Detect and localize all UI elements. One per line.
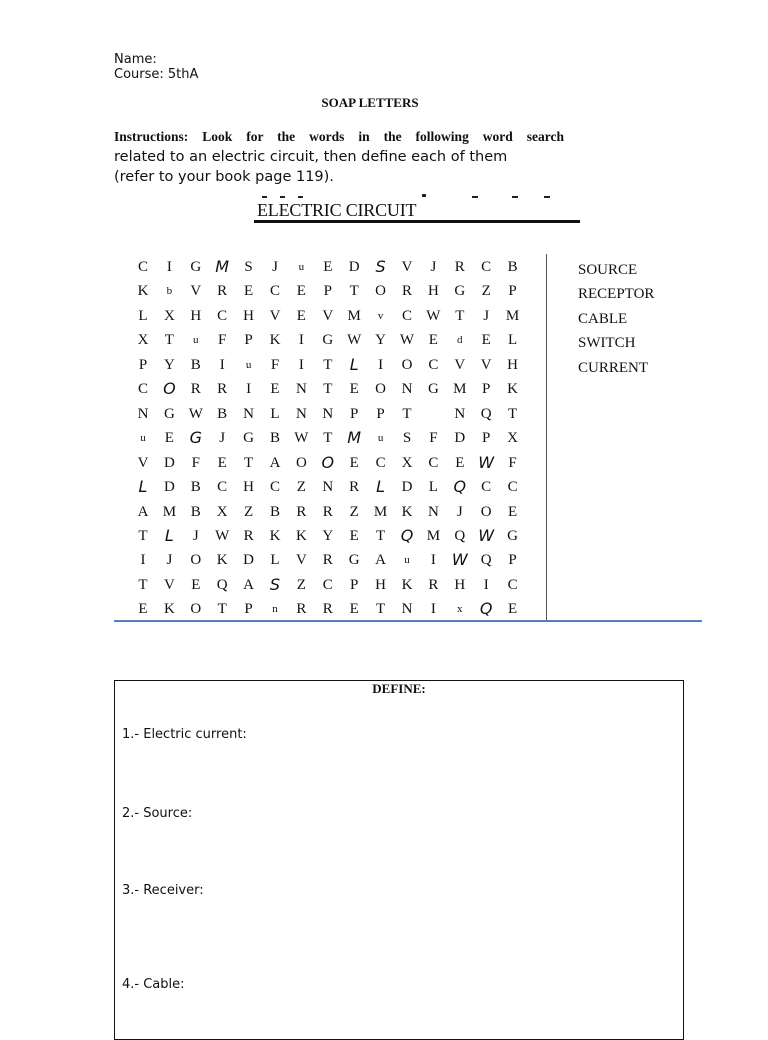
grid-letter: D bbox=[401, 479, 413, 496]
grid-letter: W bbox=[399, 332, 415, 349]
grid-letter: u bbox=[298, 261, 305, 273]
grid-letter: R bbox=[217, 283, 228, 300]
page-title: SOAP LETTERS bbox=[321, 95, 419, 110]
grid-letter: R bbox=[401, 283, 412, 300]
grid-letter: P bbox=[244, 332, 253, 349]
grid-letter: R bbox=[296, 601, 307, 618]
grid-row bbox=[137, 429, 527, 453]
instructions-line-2: related to an electric circuit, then define each of them bbox=[114, 149, 508, 165]
grid-letter: D bbox=[163, 454, 175, 471]
grid-letter: C bbox=[217, 307, 228, 324]
grid-letter: K bbox=[269, 527, 281, 544]
grid-letter: T bbox=[323, 356, 333, 373]
grid-letter: C bbox=[375, 454, 386, 471]
grid-letter: E bbox=[270, 381, 280, 398]
grid-letter: K bbox=[401, 503, 413, 520]
grid-letter: E bbox=[244, 283, 254, 300]
word-list-item: CURRENT bbox=[578, 359, 649, 376]
grid-letter: M bbox=[426, 527, 441, 544]
grid-letter: W bbox=[451, 550, 468, 570]
grid-letter: T bbox=[323, 430, 333, 447]
grid-letter: O bbox=[163, 379, 176, 399]
grid-letter: I bbox=[430, 552, 436, 569]
grid-letter: H bbox=[243, 307, 255, 324]
grid-divider bbox=[546, 254, 547, 620]
grid-letter: N bbox=[295, 405, 307, 422]
grid-letter: L bbox=[138, 477, 148, 497]
grid-letter: H bbox=[454, 576, 466, 593]
grid-letter: W bbox=[188, 405, 203, 422]
grid-letter: V bbox=[295, 552, 307, 569]
grid-letter: N bbox=[401, 381, 413, 398]
grid-letter: G bbox=[322, 332, 334, 349]
grid-letter: H bbox=[507, 356, 519, 373]
grid-letter: O bbox=[401, 356, 413, 373]
grid-letter: J bbox=[483, 307, 490, 324]
word-search-title: ELECTRIC CIRCUIT bbox=[257, 200, 417, 220]
grid-letter: T bbox=[376, 527, 386, 544]
grid-letter: C bbox=[401, 307, 412, 324]
grid-letter: Z bbox=[296, 576, 306, 593]
grid-letter: B bbox=[190, 479, 201, 496]
grid-letter: G bbox=[348, 552, 360, 569]
grid-letter: I bbox=[298, 332, 304, 349]
grid-letter: C bbox=[507, 479, 518, 496]
grid-letter: C bbox=[269, 479, 280, 496]
grid-letter: B bbox=[269, 430, 280, 447]
grid-letter: A bbox=[269, 454, 281, 471]
grid-letter: I bbox=[483, 576, 489, 593]
grid-letter: J bbox=[166, 552, 173, 569]
grid-letter: I bbox=[246, 381, 252, 398]
grid-letter: H bbox=[427, 283, 439, 300]
grid-letter: T bbox=[138, 527, 148, 544]
question-receiver: 3.- Receiver: bbox=[122, 883, 204, 898]
grid-letter: T bbox=[508, 405, 518, 422]
grid-letter: W bbox=[478, 525, 495, 545]
grid-letter: V bbox=[137, 454, 149, 471]
grid-letter: E bbox=[455, 454, 465, 471]
grid-letter: E bbox=[508, 601, 518, 618]
define-box bbox=[114, 680, 684, 1040]
grid-letter: T bbox=[402, 405, 412, 422]
grid-letter: E bbox=[323, 259, 333, 275]
grid-letter: R bbox=[243, 527, 254, 544]
grid-letter: Q bbox=[400, 525, 414, 545]
grid-letter: V bbox=[454, 356, 466, 373]
grid-letter: R bbox=[454, 259, 465, 275]
grid-letter: J bbox=[192, 527, 199, 544]
grid-letter: E bbox=[481, 332, 491, 349]
grid-letter: C bbox=[269, 283, 280, 300]
grid-letter: R bbox=[296, 503, 307, 520]
grid-letter: R bbox=[322, 503, 333, 520]
grid-letter: M bbox=[215, 257, 230, 276]
grid-letter: L bbox=[508, 332, 518, 349]
grid-letter: S bbox=[402, 430, 412, 447]
grid-letter: Q bbox=[480, 552, 492, 569]
grid-letter: Q bbox=[453, 477, 467, 497]
grid-letter: R bbox=[428, 576, 439, 593]
grid-letter: B bbox=[217, 405, 228, 422]
word-list-item: SWITCH bbox=[578, 335, 636, 352]
grid-letter: S bbox=[375, 257, 386, 276]
grid-letter: C bbox=[428, 356, 439, 373]
grid-letter: T bbox=[244, 454, 254, 471]
grid-letter: n bbox=[272, 603, 278, 616]
grid-letter: d bbox=[457, 334, 463, 347]
grid-letter: H bbox=[190, 307, 202, 324]
grid-letter: u bbox=[404, 554, 410, 567]
grid-letter: G bbox=[163, 405, 175, 422]
grid-letter: R bbox=[190, 381, 201, 398]
grid-letter: T bbox=[376, 601, 386, 618]
grid-letter: B bbox=[190, 503, 201, 520]
grid-letter: R bbox=[349, 479, 360, 496]
grid-letter: b bbox=[166, 285, 173, 298]
grid-letter: N bbox=[454, 405, 466, 422]
grid-letter: E bbox=[138, 601, 148, 618]
grid-letter: Z bbox=[349, 503, 359, 520]
grid-letter: O bbox=[480, 503, 492, 520]
grid-letter: I bbox=[219, 356, 225, 373]
word-list-item: CABLE bbox=[578, 310, 628, 327]
grid-letter: L bbox=[164, 525, 174, 545]
grid-letter: N bbox=[295, 381, 307, 398]
grid-letter: I bbox=[378, 356, 384, 373]
grid-letter: C bbox=[481, 479, 492, 496]
grid-letter: P bbox=[482, 430, 491, 447]
grid-letter: C bbox=[217, 479, 228, 496]
grid-letter: C bbox=[137, 259, 148, 275]
grid-letter: H bbox=[243, 479, 255, 496]
grid-letter: C bbox=[137, 381, 148, 398]
grid-letter: M bbox=[162, 503, 177, 520]
grid-letter: D bbox=[454, 430, 466, 447]
grid-letter: v bbox=[377, 309, 384, 322]
section-divider bbox=[114, 620, 702, 622]
grid-letter: S bbox=[244, 259, 253, 275]
grid-letter: x bbox=[457, 603, 463, 616]
grid-letter: E bbox=[349, 527, 359, 544]
grid-letter: E bbox=[296, 283, 306, 300]
grid-letter: E bbox=[164, 430, 174, 447]
grid-letter: I bbox=[430, 601, 436, 618]
grid-letter: Q bbox=[479, 599, 493, 619]
grid-letter: L bbox=[138, 307, 148, 324]
grid-letter: G bbox=[243, 430, 255, 447]
grid-letter: E bbox=[191, 576, 201, 593]
grid-row bbox=[137, 331, 527, 355]
grid-letter: C bbox=[507, 576, 518, 593]
grid-letter: F bbox=[218, 332, 227, 349]
grid-letter: J bbox=[219, 430, 226, 447]
grid-letter: A bbox=[375, 552, 387, 569]
grid-letter: C bbox=[322, 576, 333, 593]
grid-letter: D bbox=[163, 479, 175, 496]
grid-letter: N bbox=[427, 503, 439, 520]
grid-letter: K bbox=[401, 576, 413, 593]
grid-letter: L bbox=[376, 477, 386, 497]
grid-letter: M bbox=[347, 307, 361, 324]
grid-letter: G bbox=[190, 259, 202, 275]
grid-letter: G bbox=[427, 381, 439, 398]
word-list bbox=[578, 258, 654, 380]
grid-letter: B bbox=[269, 503, 280, 520]
grid-letter: E bbox=[217, 454, 227, 471]
grid-letter: P bbox=[508, 552, 517, 569]
grid-letter: G bbox=[507, 527, 519, 544]
grid-letter: Z bbox=[481, 283, 491, 300]
grid-letter: R bbox=[322, 552, 333, 569]
grid-letter: P bbox=[482, 381, 491, 398]
grid-row bbox=[137, 258, 527, 282]
grid-letter: E bbox=[349, 454, 359, 471]
grid-letter: R bbox=[217, 381, 228, 398]
grid-row bbox=[137, 356, 527, 380]
grid-letter: I bbox=[298, 356, 304, 373]
grid-letter: J bbox=[430, 259, 437, 275]
grid-letter: F bbox=[429, 430, 438, 447]
grid-letter: E bbox=[349, 601, 359, 618]
grid-letter: E bbox=[428, 332, 438, 349]
grid-letter: Z bbox=[296, 479, 306, 496]
grid-letter: T bbox=[138, 576, 148, 593]
grid-letter: L bbox=[270, 405, 280, 422]
grid-letter: K bbox=[137, 283, 149, 300]
grid-letter: O bbox=[190, 552, 202, 569]
word-list-item: RECEPTOR bbox=[578, 286, 655, 303]
grid-letter: K bbox=[269, 332, 281, 349]
grid-letter: P bbox=[350, 576, 359, 593]
grid-letter: N bbox=[322, 479, 334, 496]
grid-letter: O bbox=[295, 454, 307, 471]
grid-letter: W bbox=[347, 332, 362, 349]
grid-letter: P bbox=[323, 283, 332, 300]
grid-row bbox=[137, 307, 527, 331]
grid-letter: F bbox=[191, 454, 200, 471]
grid-letter: T bbox=[349, 283, 359, 300]
grid-letter: N bbox=[243, 405, 255, 422]
grid-row bbox=[137, 405, 527, 429]
grid-letter: V bbox=[480, 356, 492, 373]
grid-letter: A bbox=[243, 576, 255, 593]
grid-letter: T bbox=[323, 381, 333, 398]
grid-letter: L bbox=[349, 354, 359, 374]
grid-letter: L bbox=[428, 479, 438, 496]
grid-letter: K bbox=[507, 381, 519, 398]
grid-letter: H bbox=[375, 576, 387, 593]
grid-letter: G bbox=[454, 283, 466, 300]
grid-row bbox=[137, 527, 527, 551]
instructions bbox=[114, 127, 564, 187]
grid-letter: u bbox=[245, 358, 252, 371]
grid-letter: O bbox=[375, 283, 387, 300]
question-cable: 4.- Cable: bbox=[122, 977, 185, 992]
grid-letter: V bbox=[401, 259, 413, 275]
grid-letter: T bbox=[217, 601, 227, 618]
grid-letter: P bbox=[350, 405, 359, 422]
grid-letter: S bbox=[269, 574, 281, 594]
grid-row bbox=[137, 282, 527, 306]
grid-letter: F bbox=[270, 356, 280, 373]
grid-letter: F bbox=[508, 454, 517, 471]
grid-letter: Y bbox=[163, 356, 175, 373]
grid-letter: G bbox=[189, 428, 202, 448]
course-label: Course: 5thA bbox=[114, 67, 199, 82]
grid-letter: E bbox=[508, 503, 518, 520]
instructions-line-1: Instructions: Look for the words in the following word search bbox=[114, 129, 564, 144]
grid-letter: P bbox=[508, 283, 517, 300]
grid-letter: Z bbox=[244, 503, 254, 520]
grid-letter: A bbox=[137, 503, 149, 520]
grid-letter: J bbox=[272, 259, 278, 275]
grid-letter: V bbox=[163, 576, 175, 593]
grid-letter: W bbox=[215, 527, 230, 544]
grid-letter: B bbox=[190, 356, 201, 373]
grid-letter: Y bbox=[322, 527, 334, 544]
grid-letter: E bbox=[349, 381, 359, 398]
grid-letter: P bbox=[138, 356, 148, 373]
grid-letter: Q bbox=[480, 405, 492, 422]
grid-letter: u bbox=[140, 432, 146, 445]
grid-letter: J bbox=[456, 503, 463, 520]
grid-row bbox=[137, 478, 527, 502]
define-title: DEFINE: bbox=[372, 681, 426, 696]
word-list-item: SOURCE bbox=[578, 262, 638, 278]
grid-letter: C bbox=[481, 259, 492, 275]
grid-letter: P bbox=[376, 405, 385, 422]
grid-row bbox=[137, 503, 527, 527]
grid-letter: M bbox=[505, 307, 520, 324]
grid-letter: V bbox=[190, 283, 202, 300]
grid-letter: M bbox=[373, 503, 388, 520]
grid-letter: W bbox=[478, 452, 495, 472]
grid-letter: V bbox=[269, 307, 281, 324]
question-electric-current: 1.- Electric current: bbox=[122, 727, 247, 742]
grid-letter: O bbox=[375, 381, 387, 398]
grid-letter: Q bbox=[216, 576, 228, 593]
grid-letter: N bbox=[401, 601, 413, 618]
instructions-line-3: (refer to your book page 119). bbox=[114, 169, 334, 185]
grid-letter: T bbox=[455, 307, 465, 324]
grid-letter: X bbox=[507, 430, 519, 447]
grid-letter: B bbox=[507, 259, 518, 275]
grid-letter: E bbox=[296, 307, 306, 324]
word-search-title-underline bbox=[254, 220, 580, 223]
grid-letter: N bbox=[137, 405, 149, 422]
grid-letter: L bbox=[270, 552, 280, 569]
grid-letter: Q bbox=[454, 527, 466, 544]
grid-letter: K bbox=[295, 527, 307, 544]
question-source: 2.- Source: bbox=[122, 806, 193, 821]
grid-letter: I bbox=[140, 552, 146, 569]
grid-letter: W bbox=[294, 430, 309, 447]
grid-letter: O bbox=[190, 601, 202, 618]
grid-letter: M bbox=[347, 428, 362, 448]
grid-row bbox=[137, 576, 527, 600]
grid-letter: u bbox=[193, 334, 199, 347]
title-specks-decoration bbox=[262, 193, 562, 199]
grid-letter: D bbox=[243, 552, 255, 569]
grid-letter: M bbox=[453, 381, 467, 398]
grid-letter: u bbox=[377, 432, 384, 445]
grid-row bbox=[137, 380, 527, 404]
grid-letter: C bbox=[428, 454, 439, 471]
grid-letter: O bbox=[321, 452, 335, 472]
grid-letter: K bbox=[216, 552, 228, 569]
name-label: Name: bbox=[114, 52, 157, 67]
grid-row bbox=[137, 454, 527, 478]
grid-letter: I bbox=[166, 259, 172, 275]
grid-letter: K bbox=[163, 601, 175, 618]
grid-letter: Y bbox=[375, 332, 387, 349]
grid-row bbox=[137, 551, 527, 575]
grid-letter: W bbox=[426, 307, 441, 324]
grid-letter: T bbox=[164, 332, 174, 349]
grid-letter: X bbox=[401, 454, 413, 471]
grid-letter: P bbox=[244, 601, 253, 618]
grid-letter: V bbox=[322, 307, 334, 324]
grid-letter: R bbox=[322, 601, 333, 618]
grid-letter: N bbox=[322, 405, 334, 422]
grid-letter: X bbox=[137, 332, 149, 349]
grid-letter: D bbox=[348, 259, 360, 275]
grid-letter: X bbox=[216, 503, 228, 520]
grid-letter: X bbox=[163, 307, 175, 324]
